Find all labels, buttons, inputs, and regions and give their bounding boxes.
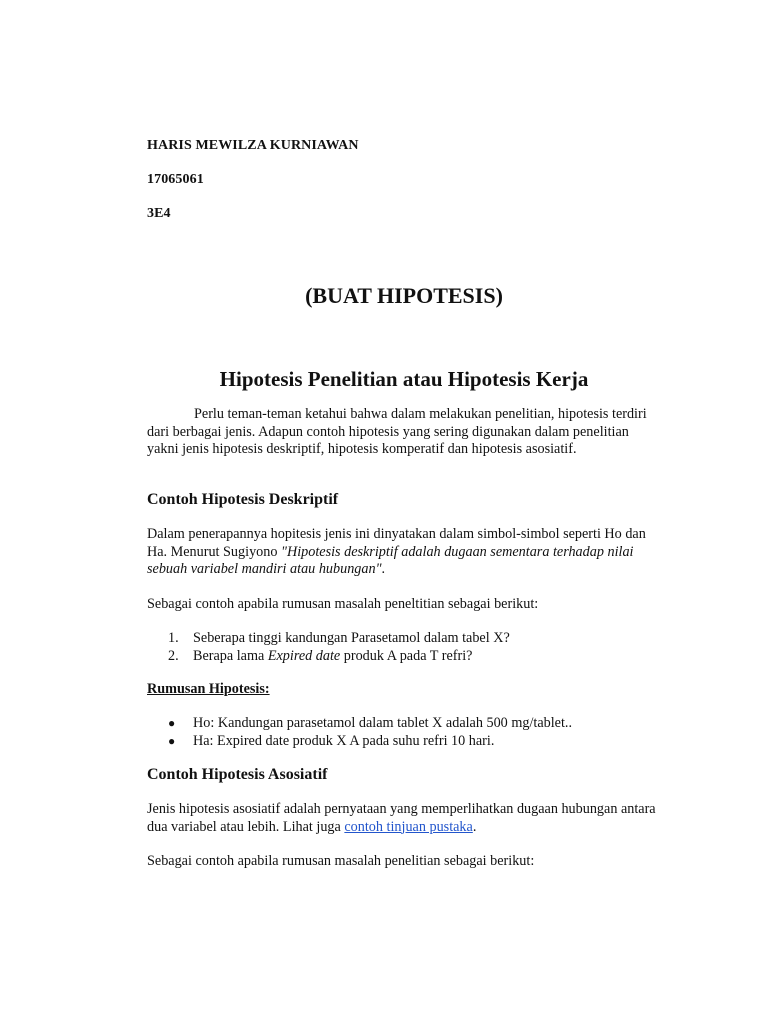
deskriptif-paragraph (147, 526, 657, 579)
list-item (168, 715, 572, 733)
deskriptif-text-end: . (381, 561, 386, 577)
list-item (168, 733, 572, 751)
list-item (168, 630, 510, 648)
question-text: Seberapa tinggi kandungan Parasetamol dalam tabel X? (193, 630, 510, 646)
hypothesis-text: Ha: Expired date produk X A pada suhu refri 10 hari. (193, 732, 495, 749)
example-intro-asosiatif: Sebagai contoh apabila rumusan masalah penelitian sebagai berikut: (147, 853, 535, 869)
document-title: (BUAT HIPOTESIS) (305, 283, 503, 308)
question-text: Berapa lama (193, 647, 268, 664)
deskriptif-text: Dalam penerapannya hopitesis jenis ini dinyatakan dalam simbol-simbol seperti Ho dan Ha. Menurut Sugiyono (147, 526, 646, 560)
heading-deskriptif: Contoh Hipotesis Deskriptif (147, 491, 339, 508)
asosiatif-paragraph (147, 801, 657, 836)
example-intro-deskriptif: Sebagai contoh apabila rumusan masalah peneltitian sebagai berikut: (147, 596, 539, 612)
class-code: 3E4 (147, 206, 171, 221)
hypothesis-text: Ho: Kandungan parasetamol dalam tablet X adalah 500 mg/tablet.. (193, 715, 573, 731)
intro-paragraph (147, 406, 657, 459)
rumusan-label: Rumusan Hipotesis: (147, 681, 270, 697)
question-text-end: produk A pada T refri? (340, 647, 473, 664)
list-item (168, 648, 510, 666)
author-name: HARIS MEWILZA KURNIAWAN (147, 138, 359, 153)
asosiatif-text-end: . (472, 818, 477, 835)
list-number: 2. (168, 647, 179, 664)
sugiyono-quote: "Hipotesis deskriptif adalah dugaan sementara terhadap nilai sebuah variabel mandiri atau hubungan" (147, 543, 634, 577)
tinjauan-pustaka-link[interactable]: contoh tinjuan pustaka (344, 818, 473, 835)
asosiatif-text: Jenis hipotesis asosiatif adalah pernyataan yang memperlihatkan dugaan hubungan antara dua variabel atau lebih. Lihat juga (147, 801, 656, 835)
question-italic: Expired date (267, 647, 341, 664)
intro-text: Perlu teman-teman ketahui bahwa dalam melakukan penelitian, hipotesis terdiri dari berbagai jenis. Adapun contoh hipotesis yang sering digunakan dalam penelitian yakni jenis hipotesis deskriptif, hipotesis komperatif dan hipotesis asosiatif. (147, 406, 647, 457)
bullet-icon: ● (168, 716, 176, 730)
hypothesis-list (168, 715, 572, 750)
list-number: 1. (168, 630, 179, 646)
heading-asosiatif: Contoh Hipotesis Asosiatif (147, 766, 328, 783)
section-title: Hipotesis Penelitian atau Hipotesis Kerja (219, 367, 589, 391)
student-number: 17065061 (147, 172, 204, 187)
question-list (168, 630, 510, 665)
bullet-icon: ● (168, 733, 176, 748)
